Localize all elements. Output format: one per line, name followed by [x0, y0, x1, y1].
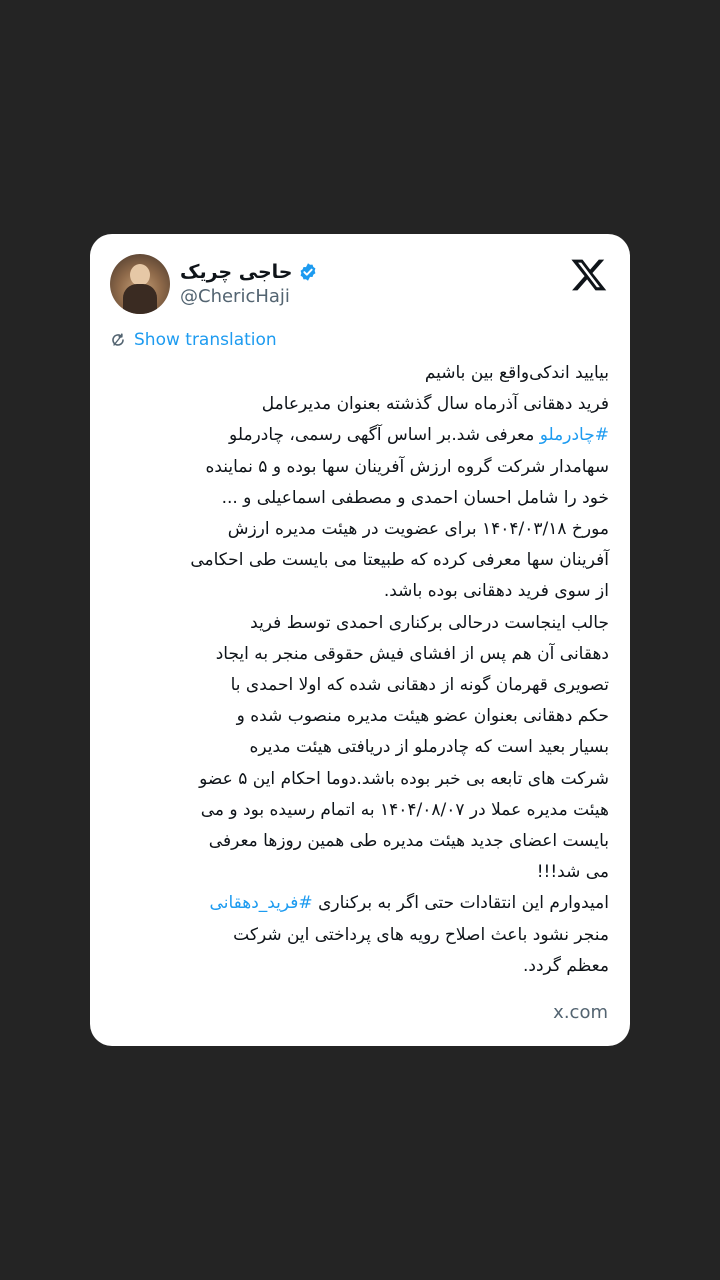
- tweet-line: [110, 358, 609, 389]
- tweet-text-segment: شرکت های تابعه بی خبر بوده باشد.دوما احکام این ۵ عضو: [199, 768, 609, 789]
- tweet-text-segment: دهقانی آن هم پس از افشای فیش حقوقی منجر به ایجاد: [215, 643, 609, 664]
- source-domain[interactable]: x.com: [553, 1002, 608, 1023]
- tweet-text-segment: مورخ ۱۴۰۴/۰۳/۱۸ برای عضویت در هیئت مدیره ارزش: [227, 519, 609, 540]
- tweet-line: [110, 857, 609, 888]
- tweet-text-segment: بیایید اندکی‌واقع بین باشیم: [424, 363, 609, 383]
- author-name[interactable]: حاجی چریک: [180, 261, 293, 283]
- tweet-line: [110, 701, 609, 732]
- tweet-text-segment: سهامدار شرکت گروه ارزش آفرینان سها بوده و ۵ نماینده: [205, 456, 609, 477]
- tweet-line: [110, 576, 609, 607]
- avatar[interactable]: [110, 254, 170, 314]
- tweet-text-segment: هیئت مدیره عملا در ۱۴۰۴/۰۸/۰۷ به اتمام رسیده بود و می: [200, 799, 609, 820]
- tweet-text-segment: از سوی فرید دهقانی بوده باشد.: [383, 581, 609, 602]
- tweet-text-segment: فرید دهقانی آذرماه سال گذشته بعنوان مدیرعامل: [261, 394, 609, 415]
- tweet-line: [110, 514, 609, 545]
- author-handle[interactable]: @ChericHaji: [180, 286, 290, 307]
- tweet-line: [110, 888, 609, 919]
- tweet-text-segment: تصویری قهرمان گونه از دهقانی شده که اولا احمدی با: [230, 675, 609, 696]
- tweet-text-segment: معرفی شد.بر اساس آگهی رسمی، چادرملو: [229, 425, 540, 446]
- tweet-text-segment: جالب اینجاست درحالی برکناری احمدی توسط فرید: [250, 612, 609, 633]
- tweet-line: [110, 420, 609, 451]
- translate-icon: [110, 332, 126, 348]
- tweet-line: [110, 670, 609, 701]
- tweet-text: [110, 358, 609, 982]
- avatar-body: [123, 284, 157, 314]
- x-logo-icon[interactable]: [570, 256, 608, 294]
- tweet-text-segment: بایست اعضای جدید هیئت مدیره طی همین روزها معرفی: [208, 831, 609, 852]
- show-translation-link[interactable]: [110, 330, 277, 350]
- tweet-text-segment: می شد!!!: [536, 862, 609, 883]
- tweet-text-segment: خود را شامل احسان احمدی و مصطفی اسماعیلی و ...: [221, 487, 609, 508]
- verified-badge-icon: [298, 262, 318, 282]
- tweet-line: [110, 639, 609, 670]
- tweet-line: [110, 920, 609, 951]
- tweet-text-segment: امیدوارم این انتقادات حتی اگر به برکناری: [312, 893, 609, 914]
- tweet-line: [110, 389, 609, 420]
- show-translation-label[interactable]: Show translation: [134, 330, 277, 350]
- tweet-line: [110, 452, 609, 483]
- tweet-line: [110, 826, 609, 857]
- tweet-line: [110, 545, 609, 576]
- hashtag-link[interactable]: #فرید_دهقانی: [209, 893, 313, 914]
- tweet-line: [110, 764, 609, 795]
- tweet-card[interactable]: [90, 234, 630, 1046]
- author-name-row[interactable]: [180, 260, 318, 284]
- tweet-text-segment: حکم دهقانی بعنوان عضو هیئت مدیره منصوب شده و: [236, 706, 609, 727]
- tweet-line: [110, 795, 609, 826]
- tweet-text-segment: منجر نشود باعث اصلاح رویه های پرداختی این شرکت: [233, 924, 609, 945]
- hashtag-link[interactable]: #چادرملو: [539, 425, 609, 446]
- tweet-text-segment: بسیار بعید است که چادرملو از دریافتی هیئت مدیره: [249, 737, 609, 758]
- tweet-text-segment: آفرینان سها معرفی کرده که طبیعتا می بایست طی احکامی: [190, 550, 609, 571]
- tweet-text-segment: معظم گردد.: [523, 955, 609, 976]
- tweet-line: [110, 483, 609, 514]
- tweet-line: [110, 732, 609, 763]
- avatar-head: [130, 264, 150, 286]
- tweet-line: [110, 608, 609, 639]
- tweet-line: [110, 951, 609, 982]
